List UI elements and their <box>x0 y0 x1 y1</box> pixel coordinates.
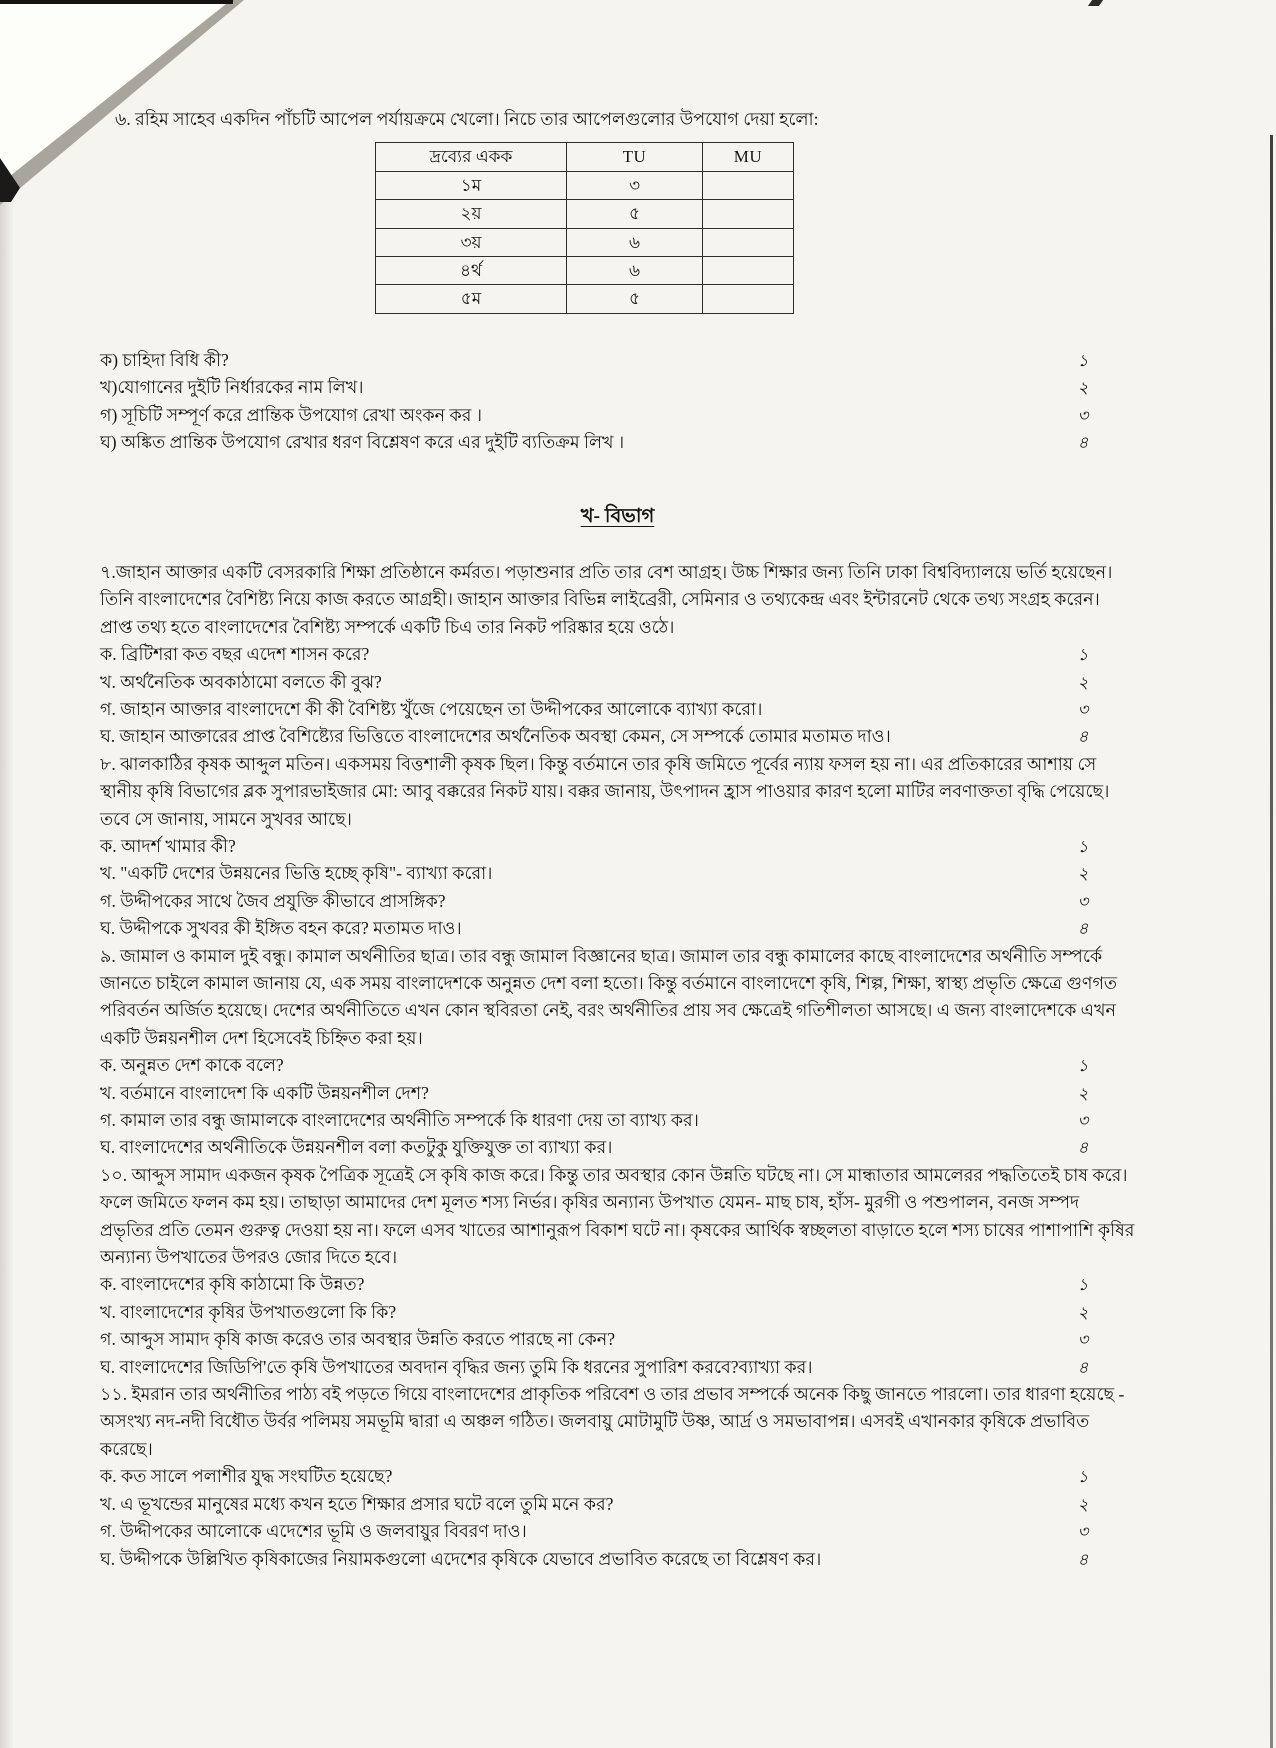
sub-question-mark: ২ <box>1077 1494 1089 1514</box>
question-9-stem: ৯. জামাল ও কামাল দুই বন্ধু। কামাল অর্থনীতির ছাত্র। তার বন্ধু জামাল বিজ্ঞানের ছাত্র। জামাল তার বন্ধু কামালের কাছে বাংলাদেশের অর্থনীতি সম্পর্কে জানতে চাইলে কামাল জানায় যে, এক সময় বাংলাদেশকে অনুন্নত দেশ বলা হতো। কিন্তু বর্তমানে বাংলাদেশে কৃষি, শিল্প, শিক্ষা, স্বাস্থ্য প্রভৃতি ক্ষেত্রে গুণগত পরিবর্তন অর্জিত হয়েছে। দেশের অর্থনীতিতে এখন কোন স্থবিরতা নেই, বরং অর্থনীতির প্রায় সব ক্ষেত্রেই গতিশীলতা আসছে। এ জন্য বাংলাদেশকে এখন একটি উন্নয়নশীল দেশ হিসেবেই চিহ্নিত করা হয়। <box>100 945 1118 1048</box>
sub-question-mark: ১ <box>1077 836 1089 856</box>
question-7-stem: ৭.জাহান আক্তার একটি বেসরকারি শিক্ষা প্রতিষ্ঠানে কর্মরত। পড়াশুনার প্রতি তার বেশ আগ্রহ। উচ্চ শিক্ষার জন্য তিনি ঢাকা বিশ্ববিদ্যালয়ে ভর্তি হয়েছেন। তিনি বাংলাদেশের বৈশিষ্ট্য নিয়ে কাজ করতে আগ্রহী। জাহান আক্তার বিভিন্ন লাইব্রেরী, সেমিনার ও তথ্যকেন্দ্র এবং ইন্টারনেট থেকে তথ্য সংগ্রহ করেন। প্রাপ্ত তথ্য হতে বাংলাদেশের বৈশিষ্ট্য সম্পর্কে একটি চিএ তার নিকট পরিষ্কার হয়ে ওঠে। <box>100 561 1113 637</box>
sub-question-mark: ২ <box>1077 378 1089 398</box>
tu-cell: ৬ <box>567 228 703 256</box>
sub-question <box>100 429 1135 456</box>
section-header <box>100 503 1135 530</box>
tu-cell: ৫ <box>567 200 703 228</box>
sub-question-mark: ৩ <box>1077 1330 1089 1350</box>
mu-cell <box>703 285 794 313</box>
sub-question <box>100 1271 1135 1298</box>
sub-question <box>100 1518 1135 1545</box>
sub-question <box>100 833 1135 860</box>
sub-question-text: গ. কামাল তার বন্ধু জামালকে বাংলাদেশের অর্থনীতি সম্পর্কে কি ধারণা দেয় তা ব্যাখ্য কর। <box>100 1110 699 1130</box>
column-header-tu: TU <box>567 143 703 171</box>
scan-noise-mark <box>1088 0 1103 6</box>
sub-question-text: ক. কত সালে পলাশীর যুদ্ধ সংঘটিত হয়েছে? <box>100 1466 393 1487</box>
sub-question <box>100 347 1135 374</box>
mu-cell <box>703 200 794 228</box>
sub-question-mark: ৩ <box>1077 891 1089 911</box>
sub-question-text: ঘ) অঙ্কিত প্রান্তিক উপযোগ রেখার ধরণ বিশ্লেষণ করে এর দুইটি ব্যতিক্রম লিখ । <box>100 432 625 453</box>
sub-question-text: গ. উদ্দীপকের আলোকে এদেশের ভূমি ও জলবায়ুর বিবরণ দাও। <box>100 1521 527 1542</box>
sub-question <box>100 1546 1135 1573</box>
sub-question <box>100 860 1135 887</box>
sub-question-text: ঘ. বাংলাদেশের অর্থনীতিকে উন্নয়নশীল বলা কতটুকু যুক্তিযুক্ত তা ব্যাখ্যা কর। <box>100 1137 613 1158</box>
sub-question-text: খ. বাংলাদেশের কৃষির উপখাতগুলো কি কি? <box>100 1301 397 1322</box>
sub-question <box>100 402 1135 429</box>
question-7-block <box>100 559 1135 751</box>
sub-question <box>100 696 1135 723</box>
question-6-stem: ৬. রহিম সাহেব একদিন পাঁচটি আপেল পর্যায়ক্রমে খেলো। নিচে তার আপেলগুলোর উপযোগ দেয়া হলো: <box>115 109 819 129</box>
exam-paper <box>100 106 1135 1573</box>
tu-cell: ৬ <box>567 257 703 285</box>
column-header-unit: দ্রব্যের একক <box>376 143 567 171</box>
sub-question-text: খ. এ ভূখন্ডের মানুষের মধ্যে কখন হতে শিক্ষার প্রসার ঘটে বলে তুমি মনে কর? <box>100 1493 614 1514</box>
section-header-text: খ- বিভাগ <box>580 506 655 528</box>
sub-question-text: খ. বর্তমানে বাংলাদেশ কি একটি উন্নয়নশীল দেশ? <box>100 1082 429 1103</box>
question-8-block <box>100 751 1135 943</box>
sub-question-mark: ৩ <box>1077 1522 1089 1542</box>
table-row <box>376 228 794 256</box>
sub-question-mark: ৪ <box>1077 1549 1089 1569</box>
question-6-block <box>100 106 1135 456</box>
sub-question-mark: ১ <box>1077 1275 1089 1295</box>
sub-question-text: গ. উদ্দীপকের সাথে জৈব প্রযুক্তি কীভাবে প্রাসঙ্গিক? <box>100 890 446 911</box>
sub-question-text: খ)যোগানের দুইটি নির্ধারকের নাম লিখ। <box>100 377 364 398</box>
sub-question-mark: ৪ <box>1077 727 1089 747</box>
sub-question <box>100 1326 1135 1353</box>
sub-question-mark: ২ <box>1077 672 1089 692</box>
question-8-stem: ৮. ঝালকাঠির কৃষক আব্দুল মতিন। একসময় বিত্তশালী কৃষক ছিল। কিন্তু বর্তমানে তার কৃষি জমিতে পূর্বের ন্যায় ফসল হয় না। এর প্রতিকারের আশায় সে স্থানীয় কৃষি বিভাগের ব্লক সুপারভাইজার মো: আবু বক্করের নিকট যায়। বক্কর জানায়, উৎপাদন হ্রাস পাওয়ার কারণ হলো মাটির লবণাক্ততা বৃদ্ধি পেয়েছে। তবে সে জানায়, সামনে সুখবর আছে। <box>100 753 1110 829</box>
sub-question-text: ক. আদর্শ খামার কী? <box>100 835 236 856</box>
mu-cell <box>703 228 794 256</box>
page-fold-top-line <box>0 0 233 4</box>
scan-left-edge <box>0 0 13 1748</box>
sub-question-text: ক. ব্রিটিশরা কত বছর এদেশ শাসন করে? <box>100 644 370 665</box>
sub-question-mark: ২ <box>1077 864 1089 884</box>
sub-question-mark: ৪ <box>1077 1357 1089 1377</box>
column-header-mu: MU <box>703 143 794 171</box>
unit-cell: ৫ম <box>376 285 567 313</box>
unit-cell: ৩য় <box>376 228 567 256</box>
sub-question <box>100 374 1135 401</box>
sub-question <box>100 669 1135 696</box>
sub-question-text: ঘ. বাংলাদেশের জিডিপি'তে কৃষি উপখাতের অবদান বৃদ্ধির জন্য তুমি কি ধরনের সুপারিশ করবে?ব্যাখ্যা কর। <box>100 1356 813 1377</box>
question-11-stem: ১১. ইমরান তার অর্থনীতির পাঠ্য বই পড়তে গিয়ে বাংলাদেশের প্রাকৃতিক পরিবেশ ও তার প্রভাব সম্পর্কে অনেক কিছু জানতে পারলো। তার ধারণা হয়েছে - অসংখ্য নদ-নদী বিধৌত উর্বর পলিময় সমভূমি দ্বারা এ অঞ্চল গঠিত। জলবায়ু মোটামুটি উষ্ণ, আর্দ্র ও সমভাবাপন্ন। এসবই এখানকার কৃষিকে প্রভাবিত করেছে। <box>100 1384 1125 1459</box>
sub-question-mark: ১ <box>1077 645 1089 665</box>
sub-question-text: ক. বাংলাদেশের কৃষি কাঠামো কি উন্নত? <box>100 1274 365 1295</box>
unit-cell: ১ম <box>376 171 567 199</box>
sub-question-mark: ৩ <box>1077 699 1089 719</box>
sub-question <box>100 1491 1135 1518</box>
tu-cell: ৩ <box>567 171 703 199</box>
sub-question <box>100 1299 1135 1326</box>
sub-question-text: গ) সূচিটি সম্পূর্ণ করে প্রান্তিক উপযোগ রেখা অংকন কর । <box>100 404 482 425</box>
sub-question-text: ঘ. উদ্দীপকে উল্লিখিত কৃষিকাজের নিয়ামকগুলো এদেশের কৃষিকে যেভাবে প্রভাবিত করেছে তা বিশ্লেষণ কর। <box>100 1548 822 1569</box>
utility-table <box>375 142 794 313</box>
mu-cell <box>703 171 794 199</box>
table-row <box>376 285 794 313</box>
sub-question-text: খ. "একটি দেশের উন্নয়নের ভিত্তি হচ্ছে কৃষি"- ব্যাখ্যা করো। <box>100 863 493 884</box>
sub-question-text: ঘ. উদ্দীপকে সুখবর কী ইঙ্গিত বহন করে? মতামত দাও। <box>100 918 462 939</box>
tu-cell: ৫ <box>567 285 703 313</box>
sub-question-mark: ৩ <box>1077 405 1089 425</box>
sub-question-text: ক. অনুন্নত দেশ কাকে বলে? <box>100 1055 284 1076</box>
unit-cell: ২য় <box>376 200 567 228</box>
sub-question-mark: ১ <box>1077 350 1089 370</box>
sub-question <box>100 915 1135 942</box>
sub-question-mark: ১ <box>1077 1056 1089 1076</box>
sub-question-mark: ২ <box>1077 1083 1089 1103</box>
sub-question <box>100 1080 1135 1107</box>
sub-question-text: গ. জাহান আক্তার বাংলাদেশে কী কী বৈশিষ্ট্য খুঁজে পেয়েছেন তা উদ্দীপকের আলোকে ব্যাখ্যা করো। <box>100 698 763 719</box>
utility-table-header-row <box>376 143 794 171</box>
sub-question-mark: ৩ <box>1077 1111 1089 1130</box>
sub-question-text: ঘ. জাহান আক্তারের প্রাপ্ত বৈশিষ্ট্যের ভিত্তিতে বাংলাদেশের অর্থনৈতিক অবস্থা কেমন, সে সম্পর্কে তোমার মতামত দাও। <box>100 726 891 747</box>
question-11-block <box>100 1381 1135 1573</box>
table-row <box>376 257 794 285</box>
sub-question <box>100 1354 1135 1381</box>
sub-question-text: ক) চাহিদা বিধি কী? <box>100 349 229 370</box>
question-9-block <box>100 943 1135 1162</box>
sub-question <box>100 1052 1135 1079</box>
sub-question <box>100 641 1135 668</box>
question-6-sub-questions <box>100 347 1135 457</box>
sub-question <box>100 888 1135 915</box>
sub-question <box>100 1463 1135 1490</box>
sub-question-text: গ. আব্দুস সামাদ কৃষি কাজ করেও তার অবস্থার উন্নতি করতে পারছে না কেন? <box>100 1329 615 1350</box>
unit-cell: ৪র্থ <box>376 257 567 285</box>
sub-question-mark: ৪ <box>1077 433 1089 453</box>
sub-question-mark: ৪ <box>1077 919 1089 939</box>
mu-cell <box>703 257 794 285</box>
sub-question-mark: ১ <box>1077 1467 1089 1487</box>
sub-question-mark: ৪ <box>1077 1138 1089 1158</box>
sub-question <box>100 1134 1135 1161</box>
sub-question <box>100 723 1135 750</box>
sub-question-mark: ২ <box>1077 1302 1089 1322</box>
sub-question-text: খ. অর্থনৈতিক অবকাঠামো বলতে কী বুঝ? <box>100 671 382 692</box>
table-row <box>376 200 794 228</box>
scan-right-edge-line <box>1270 135 1273 1748</box>
sub-question <box>100 1107 1135 1134</box>
table-row <box>376 171 794 199</box>
question-10-stem: ১০. আব্দুস সামাদ একজন কৃষক পৈত্রিক সূত্রেই সে কৃষি কাজ করে। কিন্তু তার অবস্থার কোন উন্নতি ঘটছে না। সে মান্ধাতার আমলেরর পদ্ধতিতেই চাষ করে। ফলে জমিতে ফলন কম হয়। তাছাড়া আমাদের দেশ মূলত শস্য নির্ভর। কৃষির অন্যান্য উপখাত যেমন- মাছ চাষ, হাঁস- মুরগী ও পশুপালন, বনজ সম্পদ প্রভৃতির প্রতি তেমন গুরুত্ব দেওয়া হয় না। ফলে এসব খাতের আশানুরূপ বিকাশ ঘটে না। কৃষকের আর্থিক স্বচ্ছলতা বাড়াতে হলে শস্য চাষের পাশাপাশি কৃষির অন্যান্য উপখাতের উপরও জোর দিতে হবে। <box>100 1164 1135 1268</box>
question-10-block <box>100 1162 1135 1381</box>
